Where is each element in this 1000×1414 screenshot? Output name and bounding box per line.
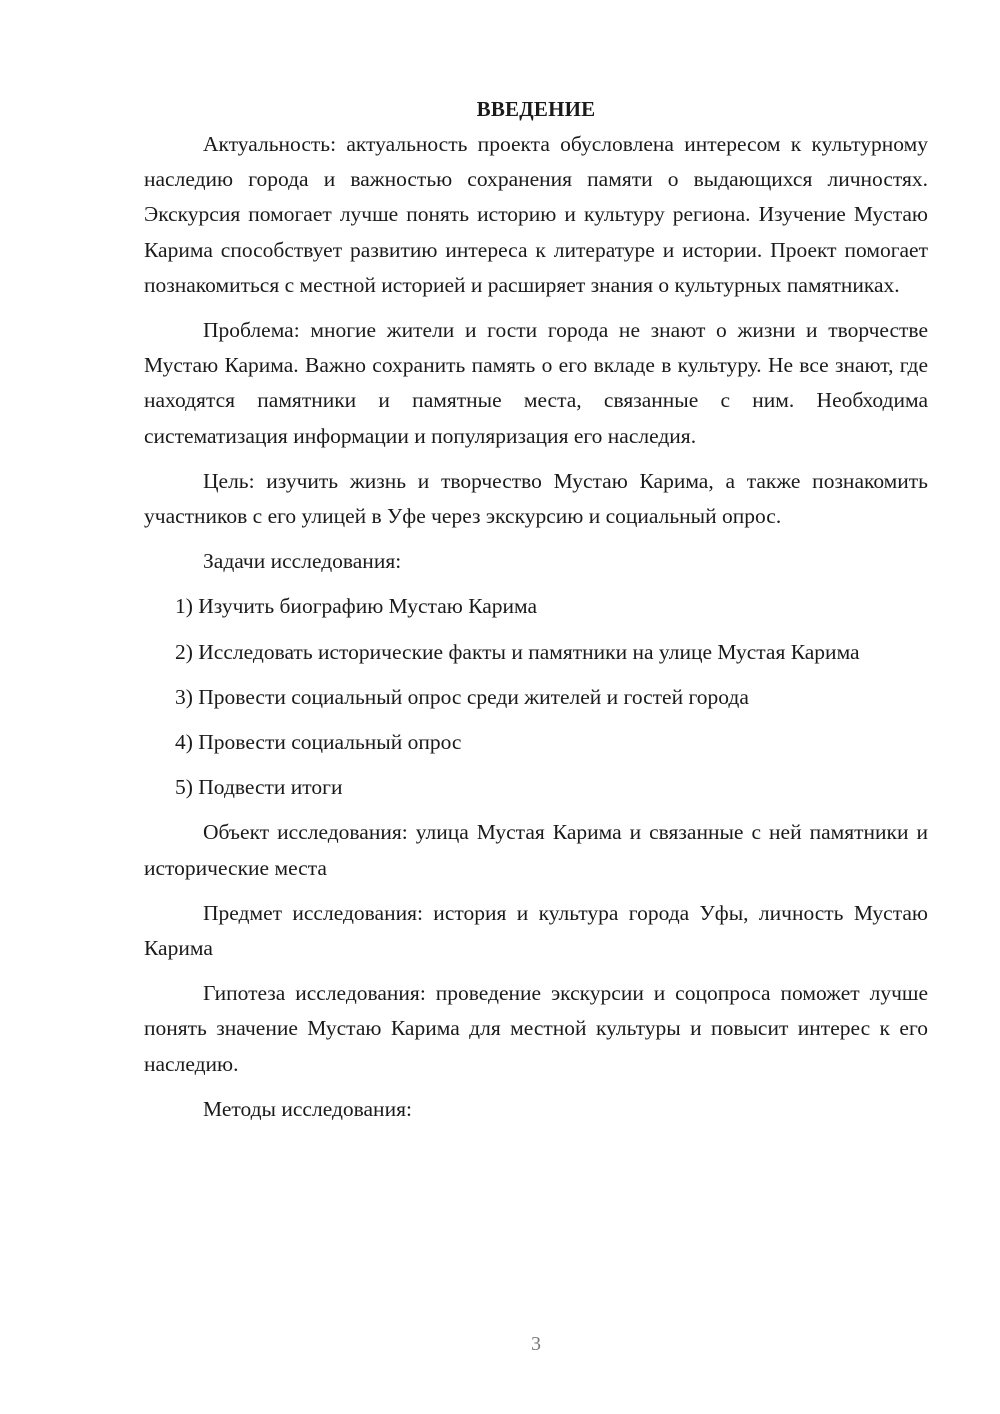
problem-paragraph: Проблема: многие жители и гости города не знают о жизни и творчестве Мустаю Карима. Важно сохранить память о его вкладе в культуру. Не все знают, где находятся памятники и памятные места, связанные с ним. Необходима систематизация информации и популяризация его наследия. xyxy=(144,318,928,448)
relevance-paragraph: Актуальность: актуальность проекта обусловлена интересом к культурному наследию города и важностью сохранения памяти о выдающихся личностях. Экскурсия помогает лучше понять историю и культуру региона. Изучение Мустаю Карима способствует развитию интереса к литературе и истории. Проект помогает познакомиться с местной историей и расширяет знания о культурных памятниках. xyxy=(144,132,928,297)
list-item: 5) Подвести итоги xyxy=(175,775,343,800)
list-item: 2) Исследовать исторические факты и памятники на улице Мустая Карима xyxy=(175,639,860,664)
section-heading: ВВЕДЕНИЕ xyxy=(476,97,596,121)
list-item: 4) Провести социальный опрос xyxy=(175,730,462,755)
list-item: 1) Изучить биографию Мустаю Карима xyxy=(175,594,538,619)
methods-heading: Методы исследования: xyxy=(203,1096,412,1121)
object-paragraph: Объект исследования: улица Мустая Карима и связанные с ней памятники и исторические места xyxy=(144,820,928,880)
hypothesis-paragraph: Гипотеза исследования: проведение экскурсии и соцопроса поможет лучше понять значение Мустаю Карима для местной культуры и повысит интерес к его наследию. xyxy=(144,981,928,1076)
list-item: 3) Провести социальный опрос среди жителей и гостей города xyxy=(175,684,749,709)
document-page xyxy=(144,92,928,1137)
page-number: 3 xyxy=(531,1333,541,1355)
tasks-list xyxy=(144,589,928,805)
goal-paragraph: Цель: изучить жизнь и творчество Мустаю Карима, а также познакомить участников с его улицей в Уфе через экскурсию и социальный опрос. xyxy=(144,468,928,529)
tasks-heading: Задачи исследования: xyxy=(203,549,402,574)
subject-paragraph: Предмет исследования: история и культура города Уфы, личность Мустаю Карима xyxy=(144,900,928,961)
